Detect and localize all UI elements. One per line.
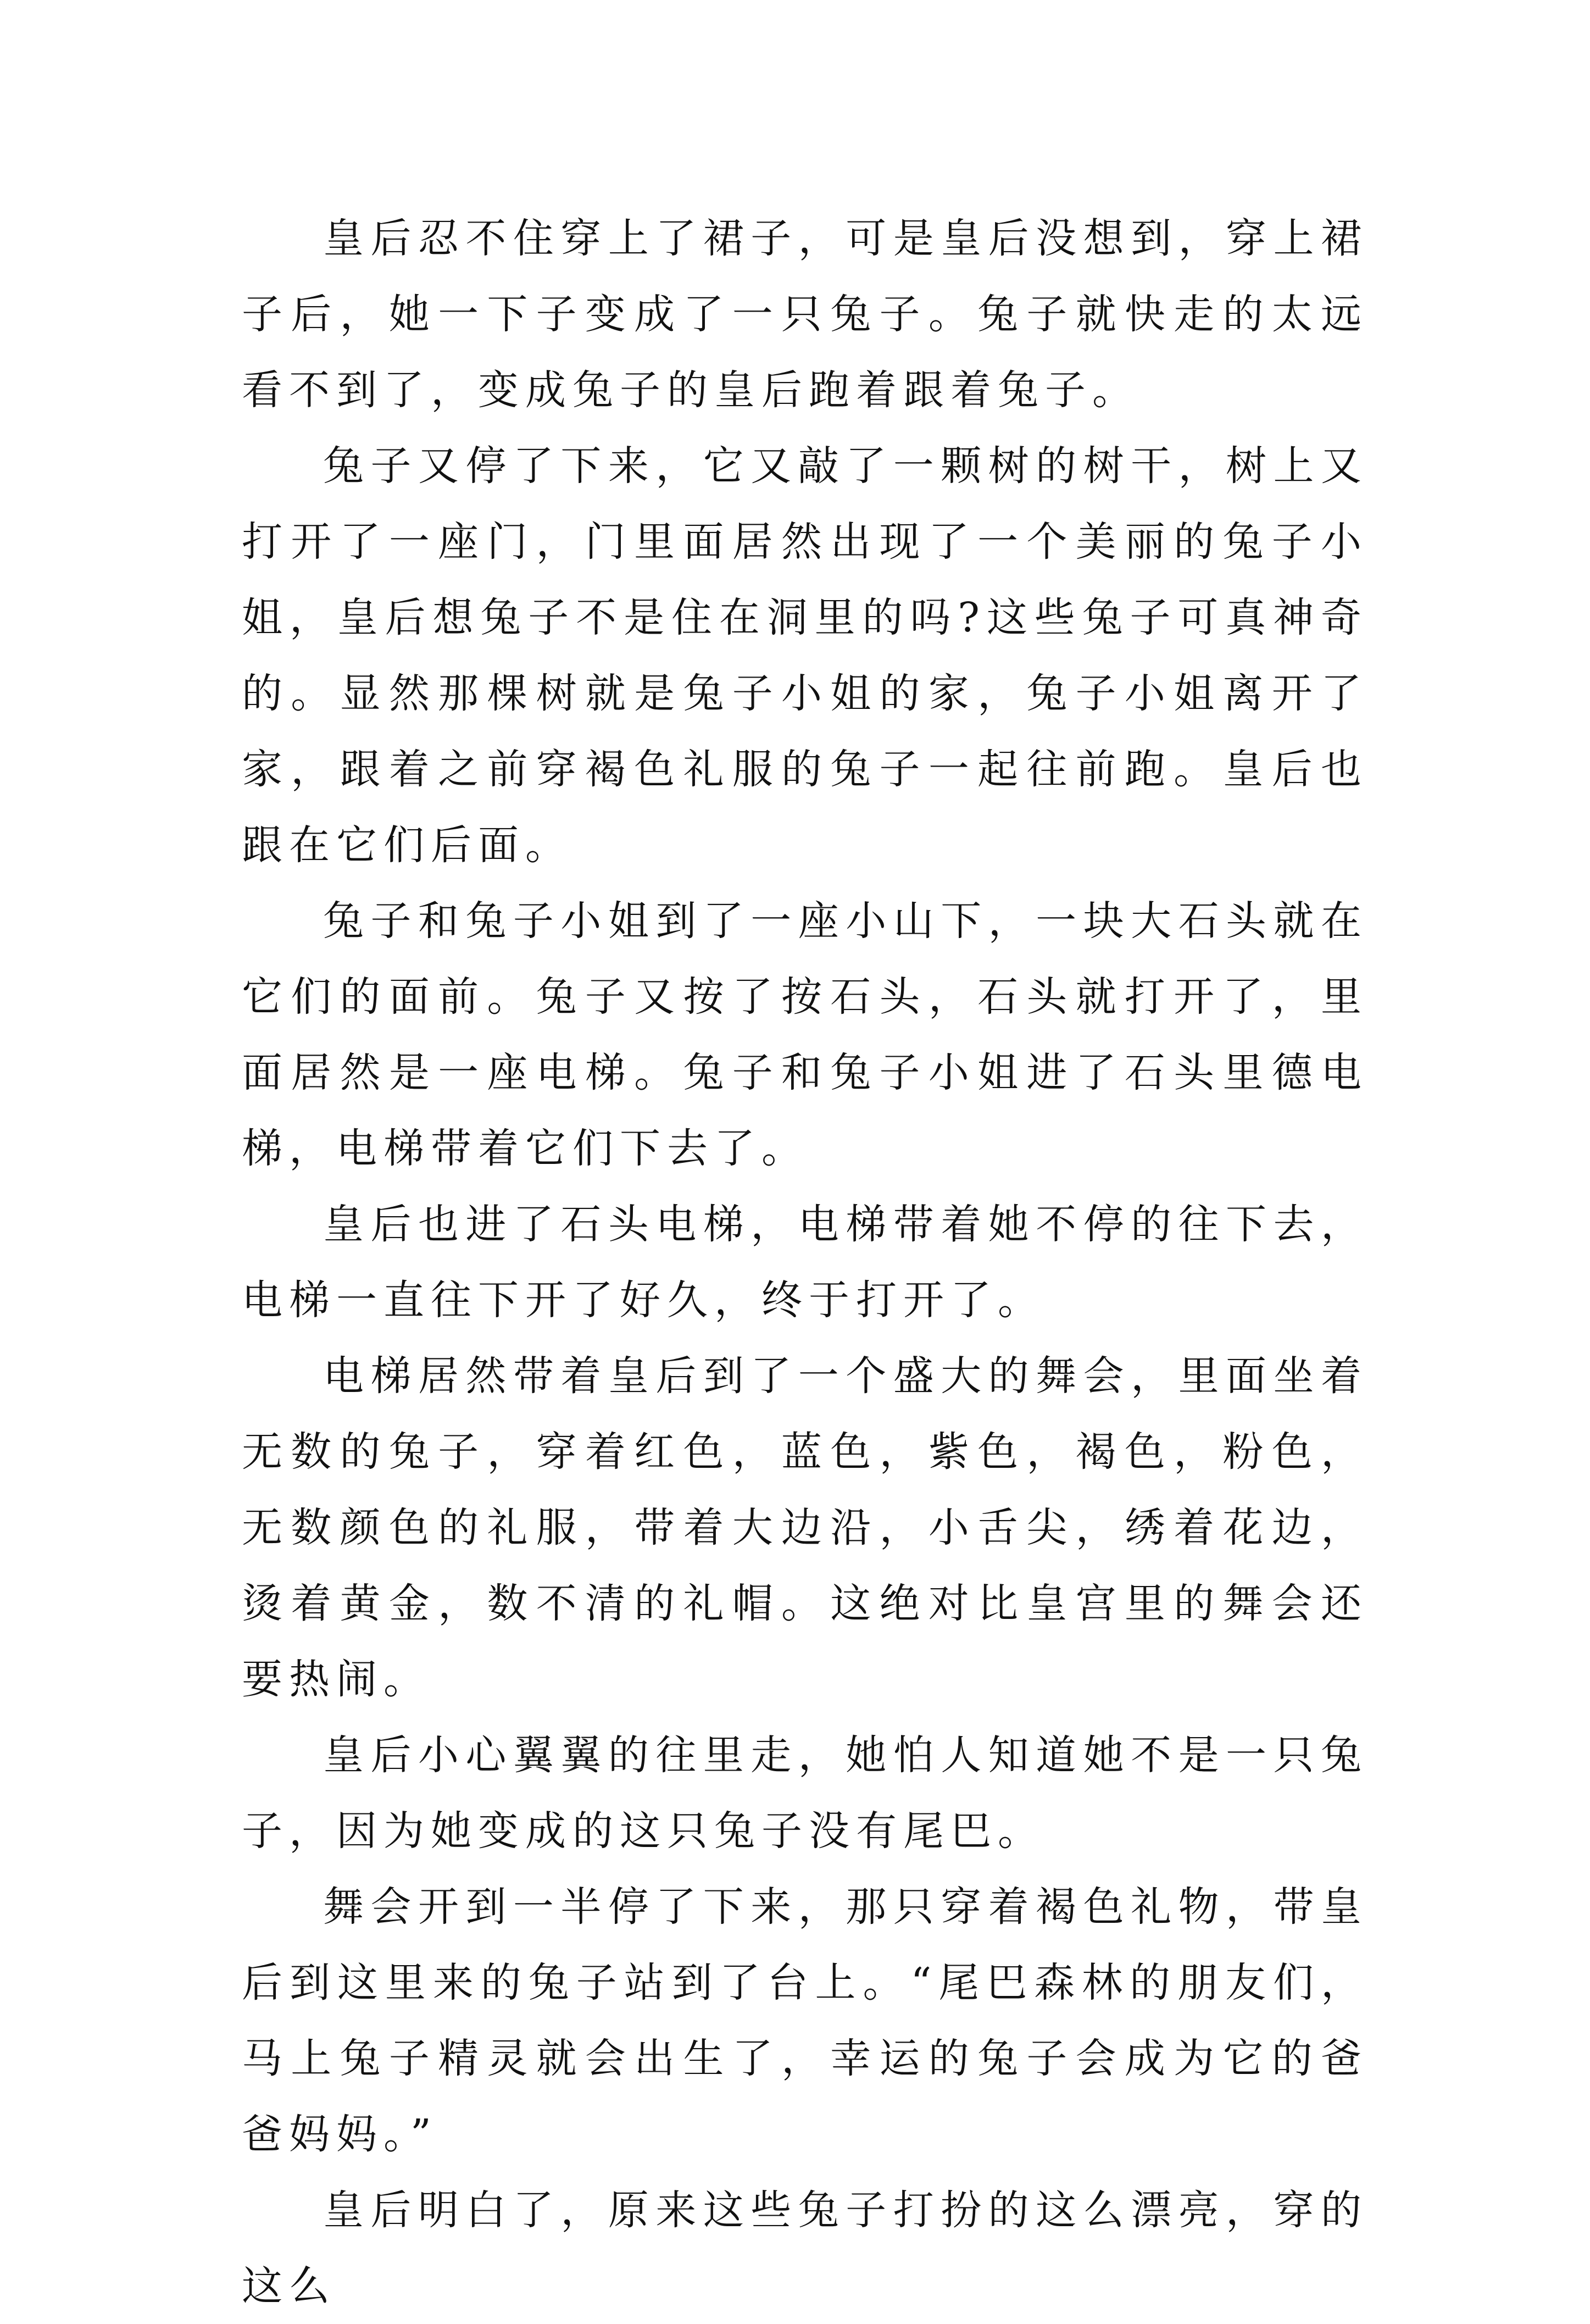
paragraph-2: 兔子又停了下来，它又敲了一颗树的树干，树上又打开了一座门，门里面居然出现了一个美丽的兔子小姐，皇后想兔子不是住在洞里的吗?这些兔子可真神奇的。显然那棵树就是兔子小姐的家，兔子小姐离开了家，跟着之前穿褐色礼服的兔子一起往前跑。皇后也跟在它们后面。	[242, 442, 1368, 869]
paragraph-3: 兔子和兔子小姐到了一座小山下，一块大石头就在它们的面前。兔子又按了按石头，石头就打开了，里面居然是一座电梯。兔子和兔子小姐进了石头里德电梯，电梯带着它们下去了。	[242, 897, 1368, 1172]
paragraph-5: 电梯居然带着皇后到了一个盛大的舞会，里面坐着无数的兔子，穿着红色，蓝色，紫色，褐色，粉色，无数颜色的礼服，带着大边沿，小舌尖，绣着花边，烫着黄金，数不清的礼帽。这绝对比皇宫里的舞会还要热闹。	[242, 1352, 1368, 1703]
story-text	[242, 201, 1368, 2324]
paragraph-8: 皇后明白了，原来这些兔子打扮的这么漂亮，穿的这么	[242, 2187, 1368, 2310]
paragraph-6: 皇后小心翼翼的往里走，她怕人知道她不是一只兔子，因为她变成的这只兔子没有尾巴。	[242, 1732, 1368, 1855]
paragraph-1: 皇后忍不住穿上了裙子，可是皇后没想到，穿上裙子后，她一下子变成了一只兔子。兔子就快走的太远看不到了，变成兔子的皇后跑着跟着兔子。	[242, 215, 1368, 414]
paragraph-7: 舞会开到一半停了下来，那只穿着褐色礼物，带皇后到这里来的兔子站到了台上。“尾巴森林的朋友们，马上兔子精灵就会出生了，幸运的兔子会成为它的爸爸妈妈。”	[242, 1883, 1368, 2158]
paragraph-4: 皇后也进了石头电梯，电梯带着她不停的往下去，电梯一直往下开了好久，终于打开了。	[242, 1201, 1368, 1324]
